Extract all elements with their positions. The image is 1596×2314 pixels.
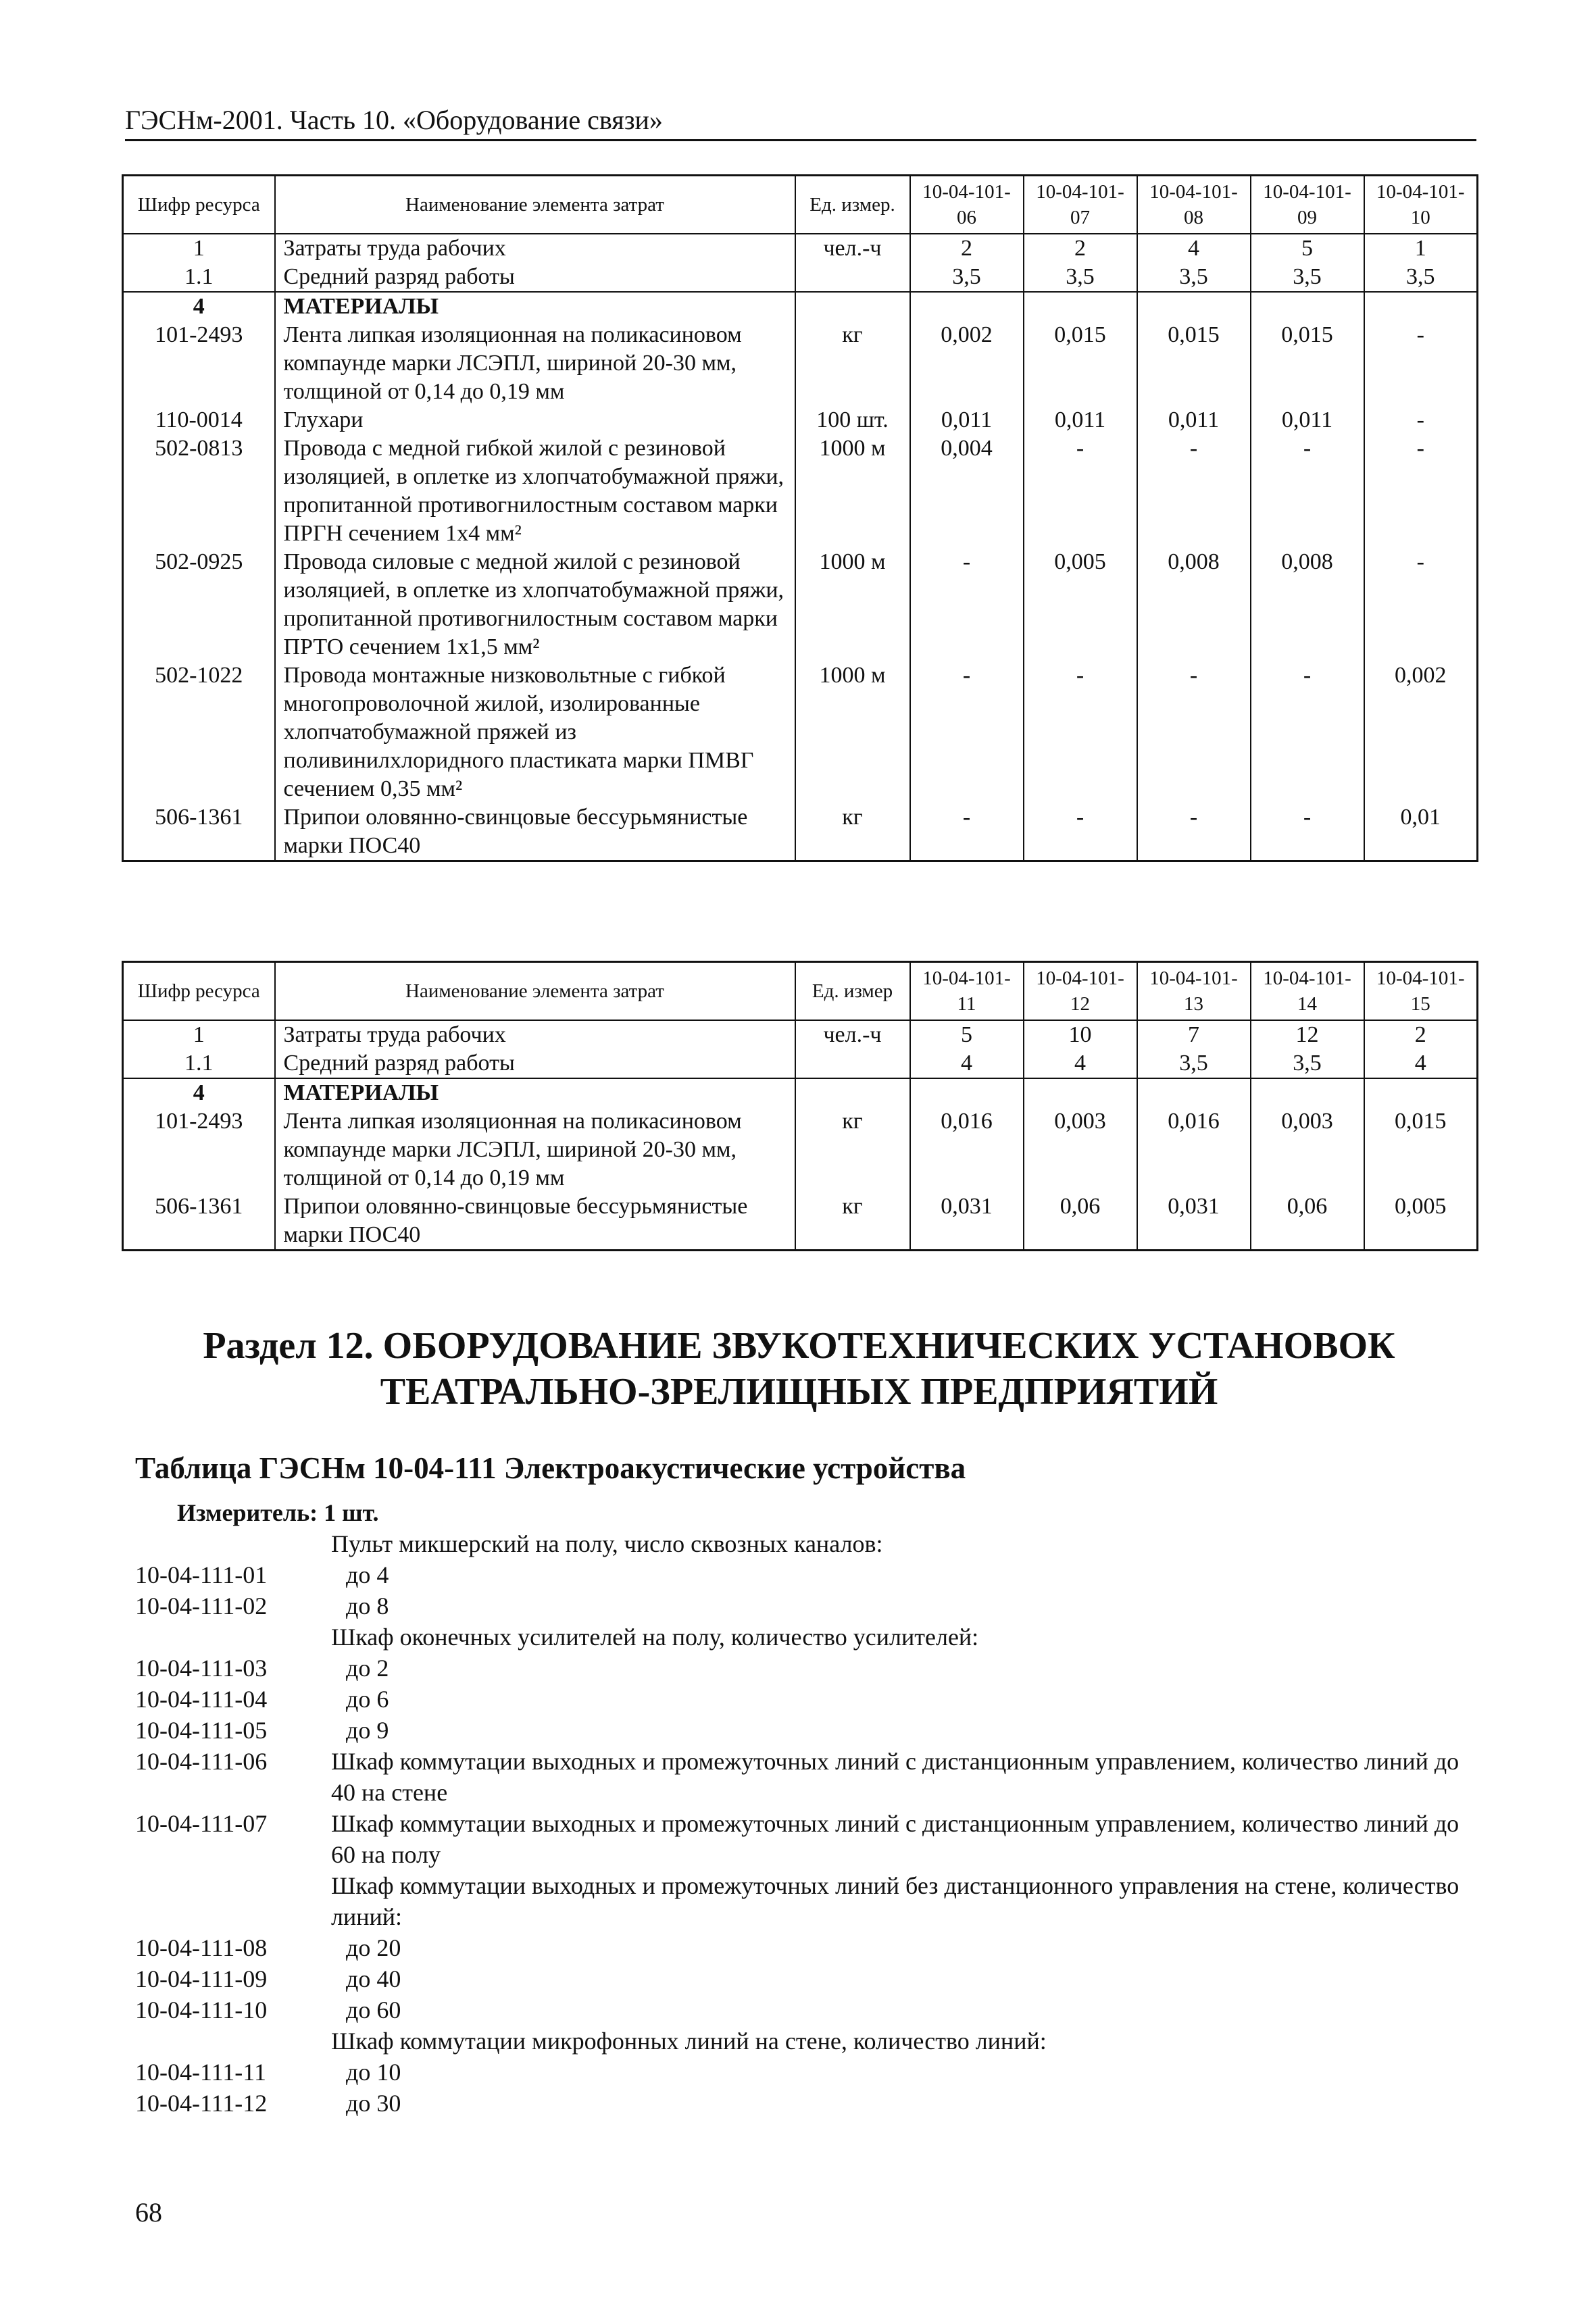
row-code: 506-1361 bbox=[123, 1192, 275, 1251]
row-value: - bbox=[1251, 434, 1364, 548]
row-value: 4 bbox=[1137, 234, 1251, 263]
row-value: 2 bbox=[1364, 1020, 1478, 1049]
row-value: 4 bbox=[1364, 1049, 1478, 1078]
item-code: 10-04-111-02 bbox=[135, 1592, 268, 1619]
row-value: 4 bbox=[910, 1049, 1024, 1078]
header-code: Шифр ресурса bbox=[123, 176, 275, 234]
row-value: - bbox=[1364, 548, 1478, 661]
item-group-heading bbox=[135, 1528, 1480, 1559]
header-unit: Ед. измер bbox=[795, 962, 910, 1021]
row-value: 0,004 bbox=[910, 434, 1024, 548]
item-code: 10-04-111-09 bbox=[135, 1965, 268, 1992]
item-text: до 40 bbox=[346, 1965, 401, 1992]
norm-items-list bbox=[135, 1528, 1480, 2119]
table-row bbox=[123, 263, 1478, 292]
row-unit: 1000 м bbox=[795, 548, 910, 661]
list-item bbox=[135, 2057, 1480, 2088]
list-item bbox=[135, 1963, 1480, 1994]
row-code: 1.1 bbox=[123, 263, 275, 292]
table-row bbox=[123, 434, 1478, 548]
header-col-2: 10-04-101-07 bbox=[1024, 176, 1137, 234]
section-title bbox=[122, 1323, 1476, 1415]
item-text: Пульт микшерский на полу, число сквозных каналов: bbox=[331, 1530, 883, 1557]
table-row bbox=[123, 1049, 1478, 1078]
row-code: 506-1361 bbox=[123, 803, 275, 861]
item-text: Шкаф коммутации выходных и промежуточных линий с дистанционным управлением, количество линий до 60 на полу bbox=[331, 1810, 1460, 1868]
row-value: 0,015 bbox=[1364, 1107, 1478, 1192]
row-name: Провода силовые с медной жилой с резиновой изоляцией, в оплетке из хлопчатобумажной пряжи, пропитанной противогнилостным составом марки ПРТО сечением 1х1,5 мм² bbox=[275, 548, 795, 661]
row-value: 3,5 bbox=[1024, 263, 1137, 292]
list-item bbox=[135, 1808, 1480, 1870]
row-code: 101-2493 bbox=[123, 1107, 275, 1192]
row-code: 1 bbox=[123, 1020, 275, 1049]
item-code: 10-04-111-10 bbox=[135, 1996, 268, 2023]
row-value: 2 bbox=[1024, 234, 1137, 263]
row-code: 502-0925 bbox=[123, 548, 275, 661]
row-value: - bbox=[910, 661, 1024, 803]
row-value: 0,005 bbox=[1364, 1192, 1478, 1251]
page-number: 68 bbox=[135, 2197, 162, 2228]
row-unit bbox=[795, 1049, 910, 1078]
item-code: 10-04-111-05 bbox=[135, 1717, 268, 1744]
item-code: 10-04-111-12 bbox=[135, 2090, 268, 2117]
row-code: 1.1 bbox=[123, 1049, 275, 1078]
header-col-1: 10-04-101-11 bbox=[910, 962, 1024, 1021]
row-unit: 100 шт. bbox=[795, 406, 910, 434]
list-item bbox=[135, 1684, 1480, 1715]
row-value: 0,015 bbox=[1137, 321, 1251, 406]
row-unit: 1000 м bbox=[795, 661, 910, 803]
row-unit: кг bbox=[795, 1192, 910, 1251]
row-value: 0,003 bbox=[1024, 1107, 1137, 1192]
item-text: Шкаф коммутации микрофонных линий на стене, количество линий: bbox=[331, 2028, 1047, 2055]
header-code: Шифр ресурса bbox=[123, 962, 275, 1021]
item-code: 10-04-111-04 bbox=[135, 1686, 268, 1713]
row-value: 3,5 bbox=[910, 263, 1024, 292]
measure-unit: Измеритель: 1 шт. bbox=[177, 1499, 379, 1526]
row-value: 0,031 bbox=[910, 1192, 1024, 1251]
table-row bbox=[123, 234, 1478, 263]
row-name: Лента липкая изоляционная на поликасиновом компаунде марки ЛСЭПЛ, шириной 20-30 мм, толщиной от 0,14 до 0,19 мм bbox=[275, 321, 795, 406]
item-code: 10-04-111-06 bbox=[135, 1748, 268, 1775]
row-name: Провода с медной гибкой жилой с резиновой изоляцией, в оплетке из хлопчатобумажной пряжи, пропитанной противогнилостным составом марки ПРГН сечением 1х4 мм² bbox=[275, 434, 795, 548]
row-unit: чел.-ч bbox=[795, 1020, 910, 1049]
header-unit: Ед. измер. bbox=[795, 176, 910, 234]
row-value: - bbox=[910, 803, 1024, 861]
row-value: - bbox=[1251, 803, 1364, 861]
running-header: ГЭСНм-2001. Часть 10. «Оборудование связи» bbox=[125, 101, 1476, 141]
row-value: 3,5 bbox=[1364, 263, 1478, 292]
row-code: 4 bbox=[123, 292, 275, 321]
row-value: - bbox=[1364, 434, 1478, 548]
header-col-2: 10-04-101-12 bbox=[1024, 962, 1137, 1021]
table-row bbox=[123, 406, 1478, 434]
item-text: до 2 bbox=[346, 1655, 389, 1682]
row-code: 1 bbox=[123, 234, 275, 263]
header-col-5: 10-04-101-15 bbox=[1364, 962, 1478, 1021]
item-text: Шкаф оконечных усилителей на полу, количество усилителей: bbox=[331, 1624, 979, 1651]
row-code: 4 bbox=[123, 1078, 275, 1107]
row-value: - bbox=[1024, 434, 1137, 548]
row-name: Глухари bbox=[275, 406, 795, 434]
row-value: 3,5 bbox=[1251, 1049, 1364, 1078]
section-title-line: Раздел 12. ОБОРУДОВАНИЕ ЗВУКОТЕХНИЧЕСКИХ УСТАНОВОК bbox=[203, 1325, 1395, 1367]
row-value: 3,5 bbox=[1137, 1049, 1251, 1078]
item-code: 10-04-111-07 bbox=[135, 1810, 268, 1837]
row-name: Средний разряд работы bbox=[275, 263, 795, 292]
row-value: 0,002 bbox=[910, 321, 1024, 406]
item-text: до 9 bbox=[346, 1717, 389, 1744]
row-name: Провода монтажные низковольтные с гибкой многопроволочной жилой, изолированные хлопчатобумажной пряжей из поливинилхлоридного пластиката марки ПМВГ сечением 0,35 мм² bbox=[275, 661, 795, 803]
list-item bbox=[135, 1653, 1480, 1684]
header-name: Наименование элемента затрат bbox=[275, 962, 795, 1021]
row-value: - bbox=[1137, 803, 1251, 861]
table-header-row bbox=[123, 176, 1478, 234]
list-item bbox=[135, 1590, 1480, 1621]
item-text: Шкаф коммутации выходных и промежуточных линий с дистанционным управлением, количество линий до 40 на стене bbox=[331, 1748, 1460, 1806]
row-value: 0,005 bbox=[1024, 548, 1137, 661]
row-code: 502-1022 bbox=[123, 661, 275, 803]
row-value: 5 bbox=[910, 1020, 1024, 1049]
row-value: 0,015 bbox=[1251, 321, 1364, 406]
row-value: 4 bbox=[1024, 1049, 1137, 1078]
row-value: 0,06 bbox=[1024, 1192, 1137, 1251]
row-name: Припои оловянно-свинцовые бессурьмянистые марки ПОС40 bbox=[275, 1192, 795, 1251]
header-col-1: 10-04-101-06 bbox=[910, 176, 1024, 234]
row-value: 2 bbox=[910, 234, 1024, 263]
row-value: 0,011 bbox=[1251, 406, 1364, 434]
header-col-3: 10-04-101-08 bbox=[1137, 176, 1251, 234]
row-value: 1 bbox=[1364, 234, 1478, 263]
row-value: 0,011 bbox=[1024, 406, 1137, 434]
row-value: - bbox=[910, 548, 1024, 661]
table-row bbox=[123, 1020, 1478, 1049]
row-code: 101-2493 bbox=[123, 321, 275, 406]
row-name: Средний разряд работы bbox=[275, 1049, 795, 1078]
item-text: до 4 bbox=[346, 1561, 389, 1588]
list-item bbox=[135, 1994, 1480, 2026]
item-text: до 20 bbox=[346, 1934, 401, 1961]
row-value: 5 bbox=[1251, 234, 1364, 263]
row-value: 0,011 bbox=[910, 406, 1024, 434]
table-row bbox=[123, 292, 1478, 321]
item-text: до 6 bbox=[346, 1686, 389, 1713]
row-value: - bbox=[1137, 661, 1251, 803]
item-code: 10-04-111-01 bbox=[135, 1561, 268, 1588]
row-value: 12 bbox=[1251, 1020, 1364, 1049]
header-col-3: 10-04-101-13 bbox=[1137, 962, 1251, 1021]
section-title-line: ТЕАТРАЛЬНО-ЗРЕЛИЩНЫХ ПРЕДПРИЯТИЙ bbox=[380, 1371, 1218, 1413]
row-value: 0,016 bbox=[1137, 1107, 1251, 1192]
list-item bbox=[135, 1715, 1480, 1746]
table-row bbox=[123, 803, 1478, 861]
item-group-heading bbox=[135, 2026, 1480, 2057]
header-name: Наименование элемента затрат bbox=[275, 176, 795, 234]
table-row bbox=[123, 661, 1478, 803]
row-value: 0,016 bbox=[910, 1107, 1024, 1192]
table-row bbox=[123, 1078, 1478, 1107]
row-value: - bbox=[1251, 661, 1364, 803]
item-text: до 30 bbox=[346, 2090, 401, 2117]
row-value: 0,015 bbox=[1024, 321, 1137, 406]
row-code: 110-0014 bbox=[123, 406, 275, 434]
list-item bbox=[135, 1746, 1480, 1808]
list-item bbox=[135, 2088, 1480, 2119]
item-text: до 8 bbox=[346, 1592, 389, 1619]
row-unit: чел.-ч bbox=[795, 234, 910, 263]
row-value: - bbox=[1364, 321, 1478, 406]
item-code: 10-04-111-11 bbox=[135, 2059, 266, 2086]
row-unit: кг bbox=[795, 1107, 910, 1192]
row-value: 3,5 bbox=[1137, 263, 1251, 292]
list-item bbox=[135, 1559, 1480, 1590]
row-unit bbox=[795, 263, 910, 292]
row-value: 0,031 bbox=[1137, 1192, 1251, 1251]
row-value: 3,5 bbox=[1251, 263, 1364, 292]
norm-table-title: Таблица ГЭСНм 10-04-111 Электроакустические устройства bbox=[135, 1451, 966, 1485]
row-value: 0,011 bbox=[1137, 406, 1251, 434]
row-name: Затраты труда рабочих bbox=[275, 234, 795, 263]
materials-heading: МАТЕРИАЛЫ bbox=[275, 1078, 795, 1107]
row-value: 0,008 bbox=[1137, 548, 1251, 661]
table-row bbox=[123, 321, 1478, 406]
row-value: 0,01 bbox=[1364, 803, 1478, 861]
table-row bbox=[123, 548, 1478, 661]
item-code: 10-04-111-03 bbox=[135, 1655, 268, 1682]
row-value: - bbox=[1024, 803, 1137, 861]
row-name: Припои оловянно-свинцовые бессурьмянистые марки ПОС40 bbox=[275, 803, 795, 861]
row-unit: кг bbox=[795, 321, 910, 406]
row-unit: кг bbox=[795, 803, 910, 861]
item-group-heading bbox=[135, 1870, 1480, 1932]
row-value: 0,002 bbox=[1364, 661, 1478, 803]
list-item bbox=[135, 1932, 1480, 1963]
table-row bbox=[123, 1192, 1478, 1251]
materials-heading: МАТЕРИАЛЫ bbox=[275, 292, 795, 321]
row-value: - bbox=[1364, 406, 1478, 434]
row-name: Затраты труда рабочих bbox=[275, 1020, 795, 1049]
header-col-4: 10-04-101-09 bbox=[1251, 176, 1364, 234]
table-header-row bbox=[123, 962, 1478, 1021]
row-value: 0,008 bbox=[1251, 548, 1364, 661]
row-code: 502-0813 bbox=[123, 434, 275, 548]
item-group-heading bbox=[135, 1621, 1480, 1653]
row-unit: 1000 м bbox=[795, 434, 910, 548]
row-value: 0,003 bbox=[1251, 1107, 1364, 1192]
resource-table-1 bbox=[122, 174, 1478, 862]
row-value: - bbox=[1024, 661, 1137, 803]
row-value: 0,06 bbox=[1251, 1192, 1364, 1251]
row-value: 10 bbox=[1024, 1020, 1137, 1049]
row-name: Лента липкая изоляционная на поликасиновом компаунде марки ЛСЭПЛ, шириной 20-30 мм, толщиной от 0,14 до 0,19 мм bbox=[275, 1107, 795, 1192]
item-code: 10-04-111-08 bbox=[135, 1934, 268, 1961]
item-text: Шкаф коммутации выходных и промежуточных линий без дистанционного управления на стене, количество линий: bbox=[331, 1872, 1460, 1930]
item-text: до 60 bbox=[346, 1996, 401, 2023]
header-col-5: 10-04-101-10 bbox=[1364, 176, 1478, 234]
resource-table-2 bbox=[122, 961, 1478, 1251]
item-text: до 10 bbox=[346, 2059, 401, 2086]
table-row bbox=[123, 1107, 1478, 1192]
row-value: 7 bbox=[1137, 1020, 1251, 1049]
header-col-4: 10-04-101-14 bbox=[1251, 962, 1364, 1021]
row-value: - bbox=[1137, 434, 1251, 548]
